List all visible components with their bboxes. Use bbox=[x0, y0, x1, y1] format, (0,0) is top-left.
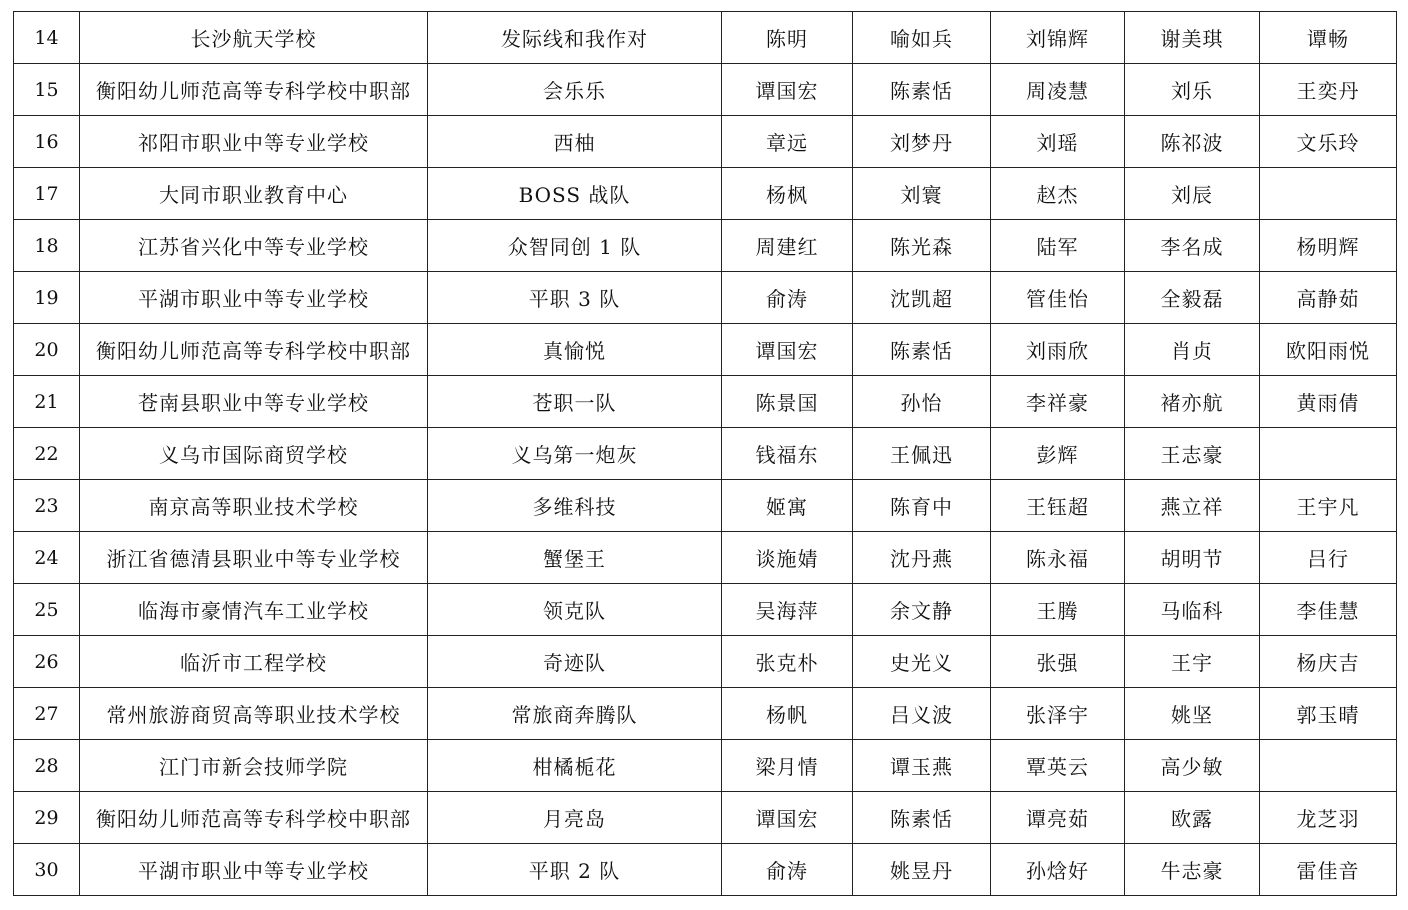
cell-advisor-1: 俞涛 bbox=[722, 844, 853, 896]
cell-advisor-1: 谭国宏 bbox=[722, 64, 853, 116]
cell-member-3: 王宇凡 bbox=[1260, 480, 1397, 532]
cell-advisor-1: 杨枫 bbox=[722, 168, 853, 220]
cell-member-3: 谭畅 bbox=[1260, 12, 1397, 64]
cell-school-name: 衡阳幼儿师范高等专科学校中职部 bbox=[80, 64, 428, 116]
cell-member-3: 龙芝羽 bbox=[1260, 792, 1397, 844]
cell-member-3 bbox=[1260, 428, 1397, 480]
cell-advisor-2: 余文静 bbox=[853, 584, 991, 636]
cell-member-2: 刘辰 bbox=[1125, 168, 1260, 220]
cell-advisor-1: 俞涛 bbox=[722, 272, 853, 324]
cell-member-3: 吕行 bbox=[1260, 532, 1397, 584]
cell-member-2: 胡明节 bbox=[1125, 532, 1260, 584]
cell-advisor-2: 陈素恬 bbox=[853, 324, 991, 376]
cell-row-number: 24 bbox=[14, 532, 80, 584]
cell-advisor-1: 陈景国 bbox=[722, 376, 853, 428]
cell-school-name: 苍南县职业中等专业学校 bbox=[80, 376, 428, 428]
table-row bbox=[14, 428, 1397, 480]
cell-member-1: 李祥豪 bbox=[991, 376, 1125, 428]
cell-advisor-1: 张克朴 bbox=[722, 636, 853, 688]
cell-advisor-2: 喻如兵 bbox=[853, 12, 991, 64]
cell-row-number: 14 bbox=[14, 12, 80, 64]
cell-school-name: 江门市新会技师学院 bbox=[80, 740, 428, 792]
table-row bbox=[14, 844, 1397, 896]
cell-team-name: 会乐乐 bbox=[428, 64, 722, 116]
cell-member-1: 刘雨欣 bbox=[991, 324, 1125, 376]
cell-member-1: 周凌慧 bbox=[991, 64, 1125, 116]
table-row bbox=[14, 12, 1397, 64]
cell-member-1: 张泽宇 bbox=[991, 688, 1125, 740]
cell-team-name: 多维科技 bbox=[428, 480, 722, 532]
cell-member-2: 褚亦航 bbox=[1125, 376, 1260, 428]
cell-advisor-1: 陈明 bbox=[722, 12, 853, 64]
cell-row-number: 15 bbox=[14, 64, 80, 116]
cell-row-number: 29 bbox=[14, 792, 80, 844]
cell-member-2: 王宇 bbox=[1125, 636, 1260, 688]
cell-member-1: 覃英云 bbox=[991, 740, 1125, 792]
cell-row-number: 26 bbox=[14, 636, 80, 688]
cell-member-1: 管佳怡 bbox=[991, 272, 1125, 324]
cell-row-number: 17 bbox=[14, 168, 80, 220]
cell-member-3 bbox=[1260, 168, 1397, 220]
cell-member-3: 杨庆吉 bbox=[1260, 636, 1397, 688]
cell-member-2: 肖贞 bbox=[1125, 324, 1260, 376]
cell-school-name: 南京高等职业技术学校 bbox=[80, 480, 428, 532]
cell-advisor-2: 王佩迅 bbox=[853, 428, 991, 480]
table-row bbox=[14, 376, 1397, 428]
cell-school-name: 临海市豪情汽车工业学校 bbox=[80, 584, 428, 636]
cell-member-1: 张强 bbox=[991, 636, 1125, 688]
cell-member-1: 刘瑶 bbox=[991, 116, 1125, 168]
cell-advisor-1: 吴海萍 bbox=[722, 584, 853, 636]
cell-row-number: 27 bbox=[14, 688, 80, 740]
cell-school-name: 平湖市职业中等专业学校 bbox=[80, 844, 428, 896]
cell-school-name: 浙江省德清县职业中等专业学校 bbox=[80, 532, 428, 584]
cell-member-2: 欧露 bbox=[1125, 792, 1260, 844]
cell-team-name: 平职 3 队 bbox=[428, 272, 722, 324]
cell-member-1: 王腾 bbox=[991, 584, 1125, 636]
cell-member-2: 王志豪 bbox=[1125, 428, 1260, 480]
cell-school-name: 临沂市工程学校 bbox=[80, 636, 428, 688]
table-row bbox=[14, 688, 1397, 740]
cell-member-3: 雷佳音 bbox=[1260, 844, 1397, 896]
cell-row-number: 25 bbox=[14, 584, 80, 636]
cell-advisor-2: 刘梦丹 bbox=[853, 116, 991, 168]
cell-advisor-2: 沈丹燕 bbox=[853, 532, 991, 584]
table-row bbox=[14, 740, 1397, 792]
cell-member-1: 赵杰 bbox=[991, 168, 1125, 220]
cell-member-1: 谭亮茹 bbox=[991, 792, 1125, 844]
cell-member-3 bbox=[1260, 740, 1397, 792]
table-row bbox=[14, 792, 1397, 844]
cell-team-name: 发际线和我作对 bbox=[428, 12, 722, 64]
cell-school-name: 大同市职业教育中心 bbox=[80, 168, 428, 220]
cell-team-name: 奇迹队 bbox=[428, 636, 722, 688]
cell-member-3: 郭玉晴 bbox=[1260, 688, 1397, 740]
cell-advisor-2: 孙怡 bbox=[853, 376, 991, 428]
cell-team-name: BOSS 战队 bbox=[428, 168, 722, 220]
cell-advisor-2: 史光义 bbox=[853, 636, 991, 688]
cell-member-3: 王奕丹 bbox=[1260, 64, 1397, 116]
cell-school-name: 常州旅游商贸高等职业技术学校 bbox=[80, 688, 428, 740]
cell-member-3: 欧阳雨悦 bbox=[1260, 324, 1397, 376]
cell-member-3: 杨明辉 bbox=[1260, 220, 1397, 272]
cell-advisor-2: 陈素恬 bbox=[853, 792, 991, 844]
cell-advisor-2: 沈凯超 bbox=[853, 272, 991, 324]
cell-team-name: 柑橘栀花 bbox=[428, 740, 722, 792]
cell-school-name: 江苏省兴化中等专业学校 bbox=[80, 220, 428, 272]
cell-member-2: 牛志豪 bbox=[1125, 844, 1260, 896]
cell-member-3: 文乐玲 bbox=[1260, 116, 1397, 168]
cell-advisor-2: 陈素恬 bbox=[853, 64, 991, 116]
table-row bbox=[14, 584, 1397, 636]
cell-member-2: 李名成 bbox=[1125, 220, 1260, 272]
cell-advisor-1: 姬寓 bbox=[722, 480, 853, 532]
cell-member-1: 陆军 bbox=[991, 220, 1125, 272]
cell-school-name: 平湖市职业中等专业学校 bbox=[80, 272, 428, 324]
cell-row-number: 16 bbox=[14, 116, 80, 168]
cell-row-number: 19 bbox=[14, 272, 80, 324]
cell-advisor-1: 章远 bbox=[722, 116, 853, 168]
cell-advisor-1: 梁月情 bbox=[722, 740, 853, 792]
table-row bbox=[14, 636, 1397, 688]
table-row bbox=[14, 272, 1397, 324]
cell-school-name: 长沙航天学校 bbox=[80, 12, 428, 64]
cell-school-name: 祁阳市职业中等专业学校 bbox=[80, 116, 428, 168]
table-row bbox=[14, 220, 1397, 272]
table-row bbox=[14, 480, 1397, 532]
cell-row-number: 28 bbox=[14, 740, 80, 792]
cell-member-1: 彭辉 bbox=[991, 428, 1125, 480]
cell-row-number: 20 bbox=[14, 324, 80, 376]
table-row bbox=[14, 116, 1397, 168]
cell-row-number: 18 bbox=[14, 220, 80, 272]
cell-team-name: 领克队 bbox=[428, 584, 722, 636]
cell-advisor-1: 杨帆 bbox=[722, 688, 853, 740]
cell-member-1: 刘锦辉 bbox=[991, 12, 1125, 64]
cell-team-name: 真愉悦 bbox=[428, 324, 722, 376]
cell-advisor-1: 钱福东 bbox=[722, 428, 853, 480]
cell-advisor-2: 陈育中 bbox=[853, 480, 991, 532]
cell-row-number: 23 bbox=[14, 480, 80, 532]
cell-member-2: 全毅磊 bbox=[1125, 272, 1260, 324]
cell-advisor-1: 谭国宏 bbox=[722, 324, 853, 376]
cell-advisor-1: 谭国宏 bbox=[722, 792, 853, 844]
cell-team-name: 义乌第一炮灰 bbox=[428, 428, 722, 480]
table-row bbox=[14, 168, 1397, 220]
cell-member-2: 陈祁波 bbox=[1125, 116, 1260, 168]
cell-advisor-2: 陈光森 bbox=[853, 220, 991, 272]
cell-member-2: 姚坚 bbox=[1125, 688, 1260, 740]
cell-member-3: 高静茹 bbox=[1260, 272, 1397, 324]
cell-school-name: 义乌市国际商贸学校 bbox=[80, 428, 428, 480]
cell-team-name: 平职 2 队 bbox=[428, 844, 722, 896]
table-row bbox=[14, 532, 1397, 584]
cell-team-name: 月亮岛 bbox=[428, 792, 722, 844]
cell-team-name: 蟹堡王 bbox=[428, 532, 722, 584]
cell-member-3: 黄雨倩 bbox=[1260, 376, 1397, 428]
cell-team-name: 众智同创 1 队 bbox=[428, 220, 722, 272]
cell-team-name: 苍职一队 bbox=[428, 376, 722, 428]
cell-member-1: 陈永福 bbox=[991, 532, 1125, 584]
cell-advisor-2: 刘寰 bbox=[853, 168, 991, 220]
cell-team-name: 常旅商奔腾队 bbox=[428, 688, 722, 740]
cell-member-1: 孙焓好 bbox=[991, 844, 1125, 896]
table-row bbox=[14, 64, 1397, 116]
cell-advisor-1: 周建红 bbox=[722, 220, 853, 272]
cell-member-1: 王钰超 bbox=[991, 480, 1125, 532]
cell-member-3: 李佳慧 bbox=[1260, 584, 1397, 636]
cell-row-number: 22 bbox=[14, 428, 80, 480]
cell-member-2: 马临科 bbox=[1125, 584, 1260, 636]
cell-advisor-2: 姚昱丹 bbox=[853, 844, 991, 896]
cell-advisor-2: 吕义波 bbox=[853, 688, 991, 740]
cell-school-name: 衡阳幼儿师范高等专科学校中职部 bbox=[80, 792, 428, 844]
cell-member-2: 谢美琪 bbox=[1125, 12, 1260, 64]
table-body bbox=[14, 12, 1397, 896]
cell-member-2: 燕立祥 bbox=[1125, 480, 1260, 532]
cell-advisor-1: 谈施婧 bbox=[722, 532, 853, 584]
cell-school-name: 衡阳幼儿师范高等专科学校中职部 bbox=[80, 324, 428, 376]
cell-team-name: 西柚 bbox=[428, 116, 722, 168]
cell-member-2: 高少敏 bbox=[1125, 740, 1260, 792]
cell-row-number: 30 bbox=[14, 844, 80, 896]
cell-row-number: 21 bbox=[14, 376, 80, 428]
cell-member-2: 刘乐 bbox=[1125, 64, 1260, 116]
table-row bbox=[14, 324, 1397, 376]
cell-advisor-2: 谭玉燕 bbox=[853, 740, 991, 792]
results-table bbox=[13, 11, 1397, 896]
